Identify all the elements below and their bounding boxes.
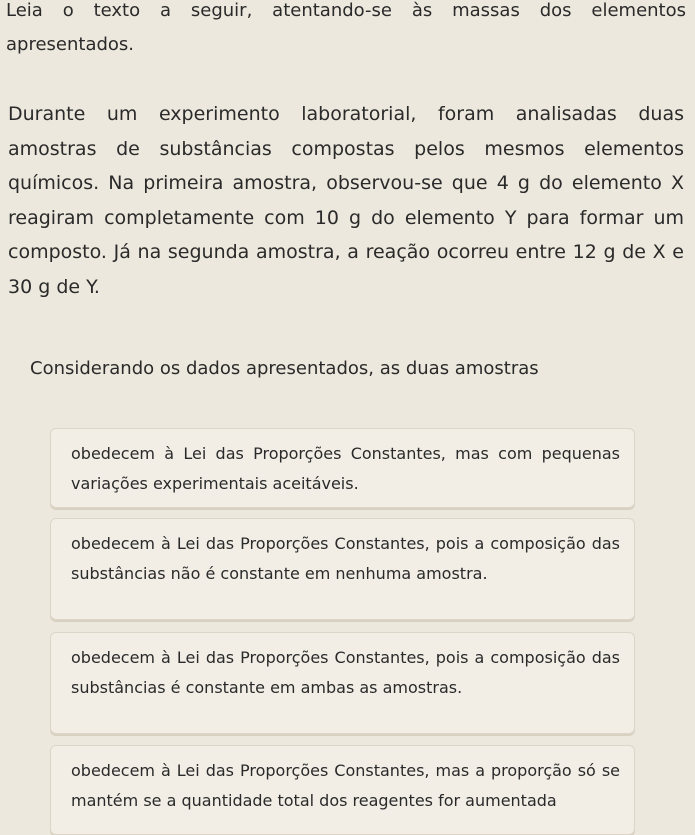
answer-option-d[interactable]: obedecem à Lei das Proporções Constantes, mas a proporção só se mantém se a quantidade total dos reagentes for aumentada (50, 745, 635, 835)
answer-option-c[interactable]: obedecem à Lei das Proporções Constantes, pois a composição das substâncias é constante em ambas as amostras. (50, 632, 635, 734)
answer-option-a[interactable]: obedecem à Lei das Proporções Constantes, mas com pequenas variações experimentais aceitáveis. (50, 428, 635, 508)
answer-option-b[interactable]: obedecem à Lei das Proporções Constantes, pois a composição das substâncias não é constante em nenhuma amostra. (50, 518, 635, 620)
instruction-text: Leia o texto a seguir, atentando-se às massas dos elementos apresentados. (6, 0, 686, 55)
question-prompt: Considerando os dados apresentados, as duas amostras (30, 358, 539, 379)
problem-paragraph: Durante um experimento laboratorial, foram analisadas duas amostras de substâncias compostas pelos mesmos elementos químicos. Na primeira amostra, observou-se que 4 g do elemento X reagiram completamente com 10 g do elemento Y para formar um composto. Já na segunda amostra, a reação ocorreu entre 12 g de X e 30 g de Y. (8, 103, 684, 298)
